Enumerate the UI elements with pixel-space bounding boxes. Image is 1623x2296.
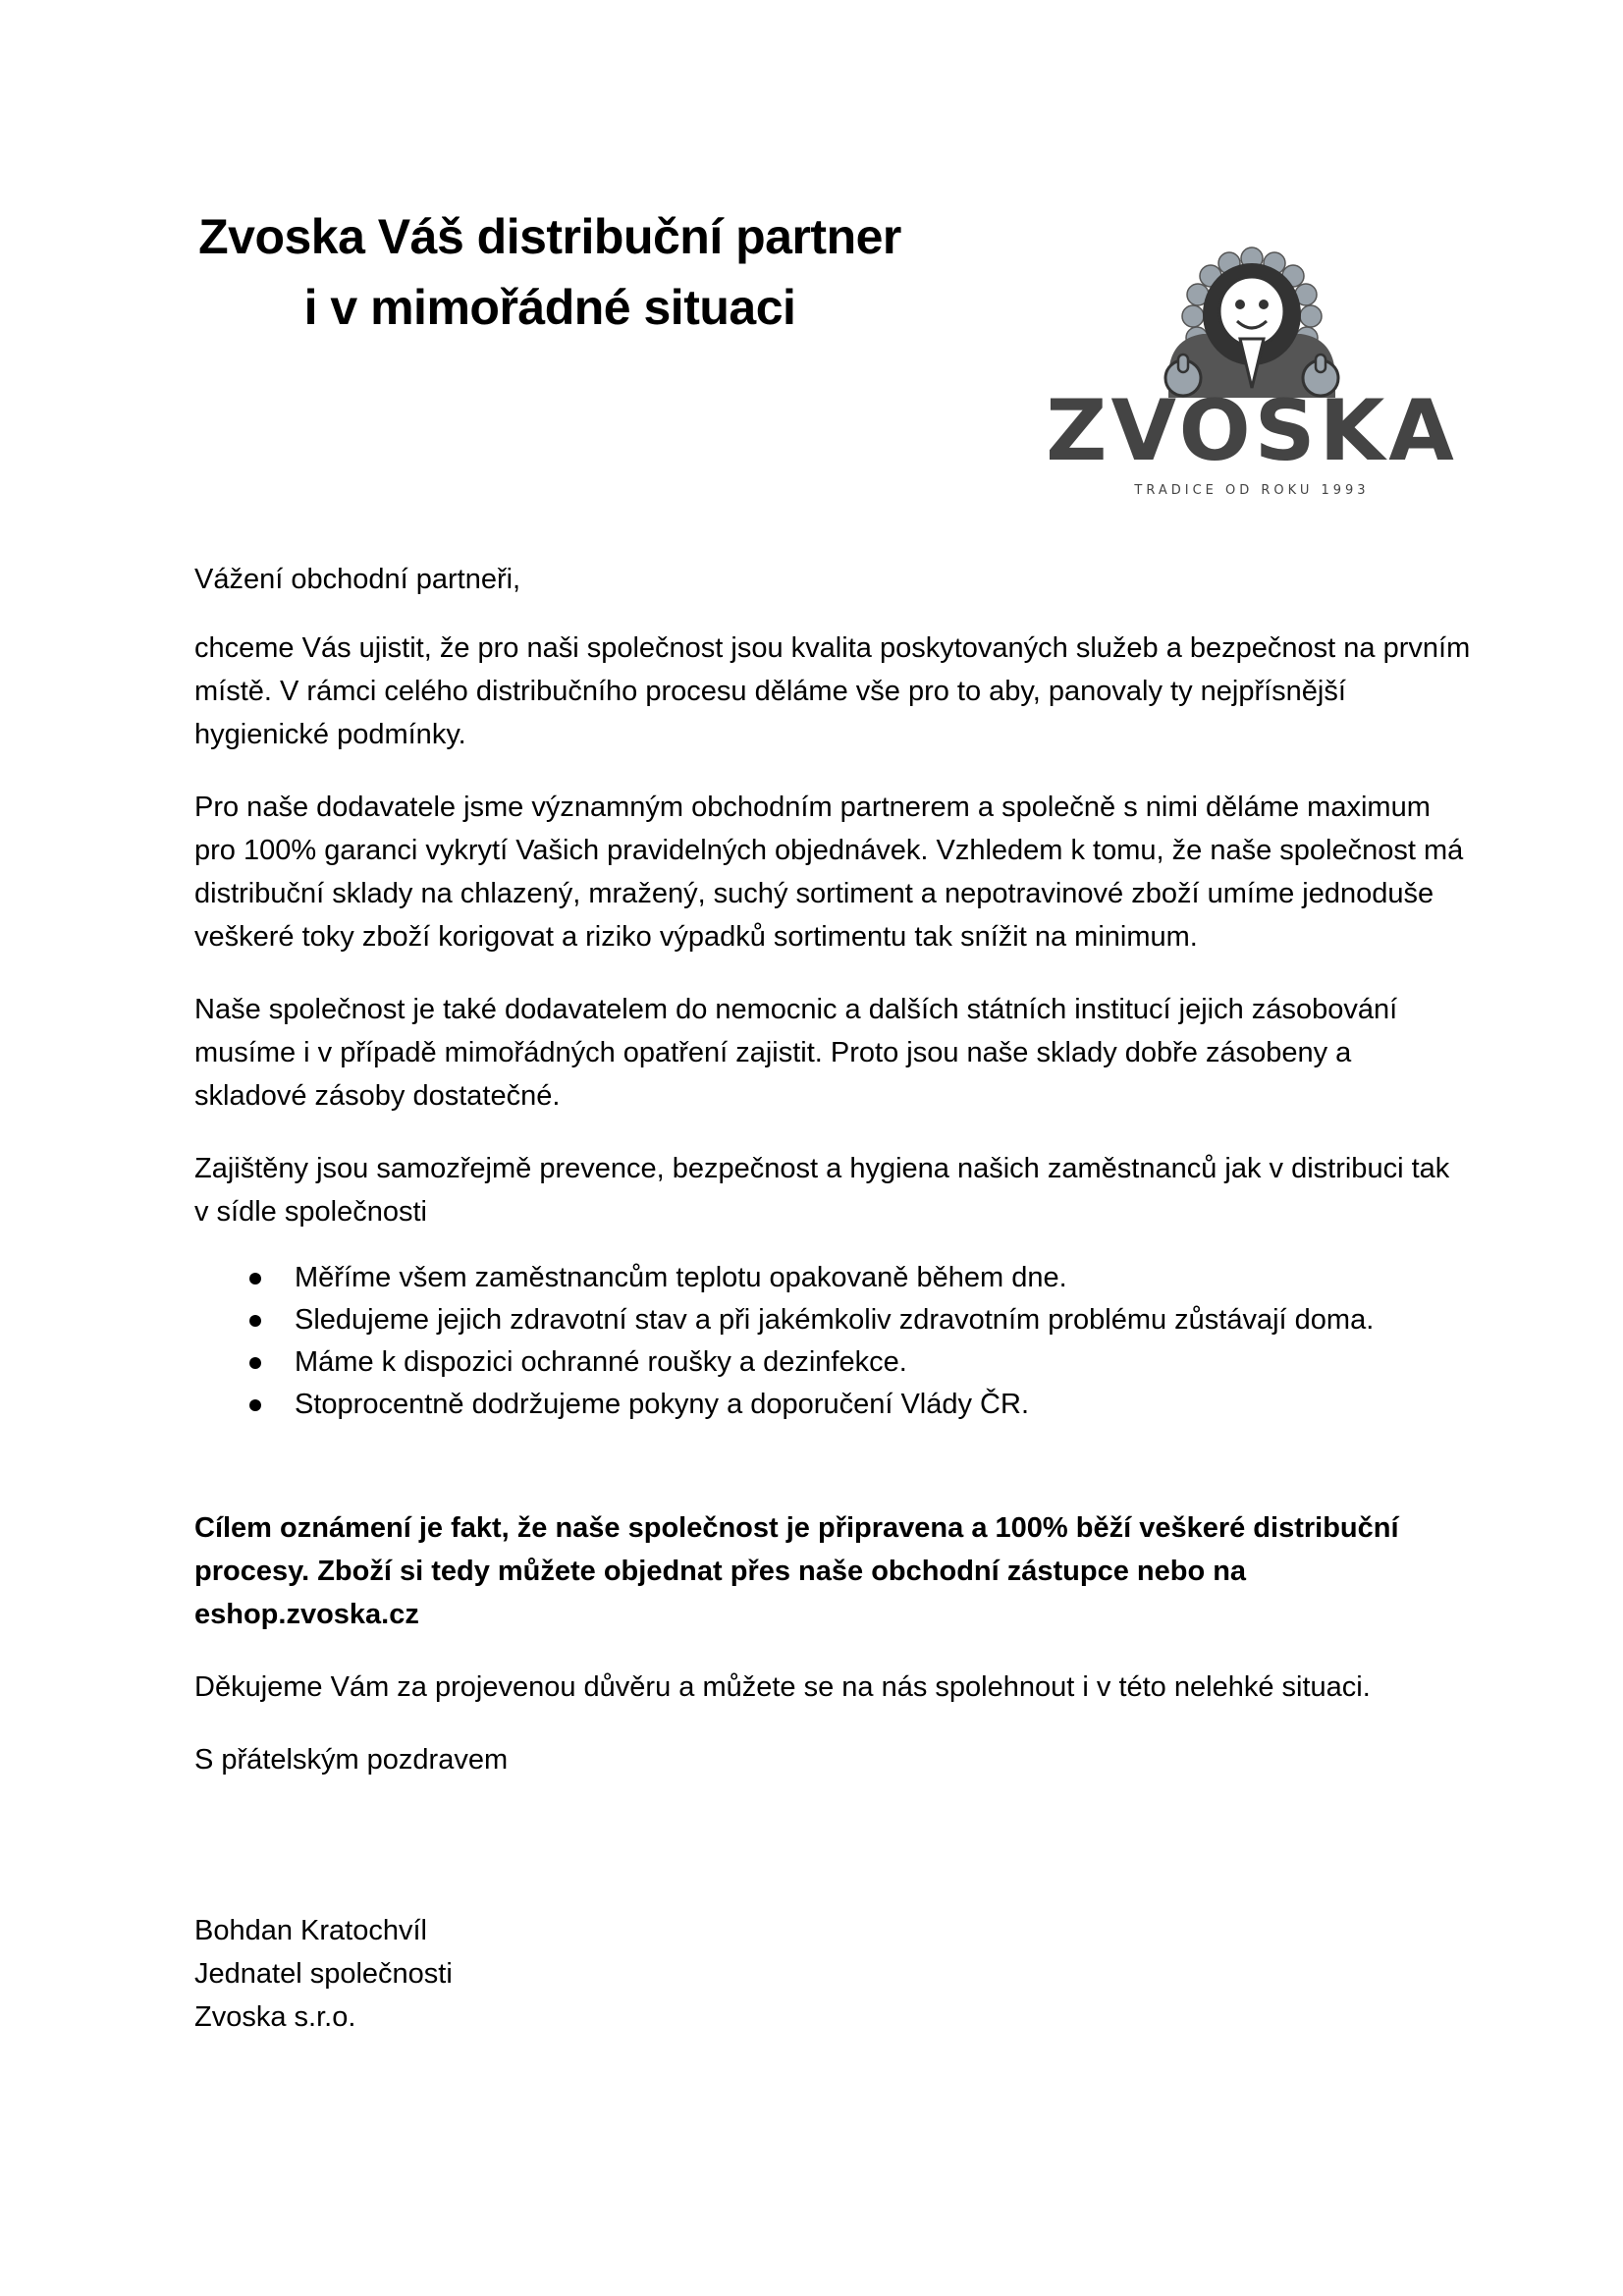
list-item-text: Sledujeme jejich zdravotní stav a při jakémkoliv zdravotním problému zůstávají doma. <box>295 1304 1375 1336</box>
list-item-text: Měříme všem zaměstnancům teplotu opakovaně během dne. <box>295 1262 1067 1293</box>
signatory-company: Zvoska s.r.o. <box>194 2001 356 2033</box>
signatory-name: Bohdan Kratochvíl <box>194 1915 427 1946</box>
paragraph-2: Pro naše dodavatele jsme významným obchodním partnerem a společně s nimi děláme maximum pro 100% garanci vykrytí Vašich pravidelných objednávek. Vzhledem k tomu, že naše společnost má distribuční sklady na chlazený, mražený, suchý sortiment a nepotravinové zboží umíme jednoduše veškeré toky zboží korigovat a riziko výpadků sortimentu tak snížit na minimum. <box>194 792 1464 953</box>
list-item <box>194 1341 1471 1384</box>
signature-block <box>194 1909 1471 2039</box>
bullet-icon <box>249 1399 261 1411</box>
logo-tagline: TRADICE OD ROKU 1993 <box>1134 483 1370 498</box>
logo-wordmark: ZVOSKA <box>1046 382 1458 480</box>
paragraph-4: Zajištěny jsou samozřejmě prevence, bezpečnost a hygiena našich zaměstnanců jak v distribuci tak v sídle společnosti <box>194 1153 1450 1228</box>
title-line-2: i v mimořádné situaci <box>303 280 796 335</box>
list-item-text: Máme k dispozici ochranné roušky a dezinfekce. <box>295 1346 907 1378</box>
eskimo-mascot-icon <box>1021 231 1483 501</box>
list-item-text: Stoprocentně dodržujeme pokyny a doporučení Vlády ČR. <box>295 1389 1029 1420</box>
list-item <box>194 1257 1471 1299</box>
letter-title <box>157 201 943 343</box>
letter-body <box>194 558 1471 2039</box>
salutation: Vážení obchodní partneři, <box>194 564 521 595</box>
bullet-icon <box>249 1315 261 1327</box>
thanks-paragraph: Děkujeme Vám za projevenou důvěru a můžete se na nás spolehnout i v této nelehké situaci. <box>194 1671 1371 1703</box>
measures-list <box>194 1257 1471 1426</box>
signatory-role: Jednatel společnosti <box>194 1958 453 1990</box>
list-item <box>194 1299 1471 1341</box>
list-item <box>194 1384 1471 1426</box>
announcement-paragraph: Cílem oznámení je fakt, že naše společnost je připravena a 100% běží veškeré distribuční procesy. Zboží si tedy můžete objednat přes naše obchodní zástupce nebo na eshop.zvoska.cz <box>194 1512 1399 1630</box>
closing-line: S přátelským pozdravem <box>194 1744 509 1776</box>
zvoska-logo <box>1021 231 1483 501</box>
title-line-1: Zvoska Váš distribuční partner <box>198 209 901 264</box>
bullet-icon <box>249 1273 261 1285</box>
paragraph-1: chceme Vás ujistit, že pro naši společnost jsou kvalita poskytovaných služeb a bezpečnost na prvním místě. V rámci celého distribučního procesu děláme vše pro to aby, panovaly ty nejpřísnější hygienické podmínky. <box>194 632 1471 750</box>
paragraph-3: Naše společnost je také dodavatelem do nemocnic a dalších státních institucí jejich zásobování musíme i v případě mimořádných opatření zajistit. Proto jsou naše sklady dobře zásobeny a skladové zásoby dostatečné. <box>194 994 1398 1112</box>
bullet-icon <box>249 1357 261 1369</box>
